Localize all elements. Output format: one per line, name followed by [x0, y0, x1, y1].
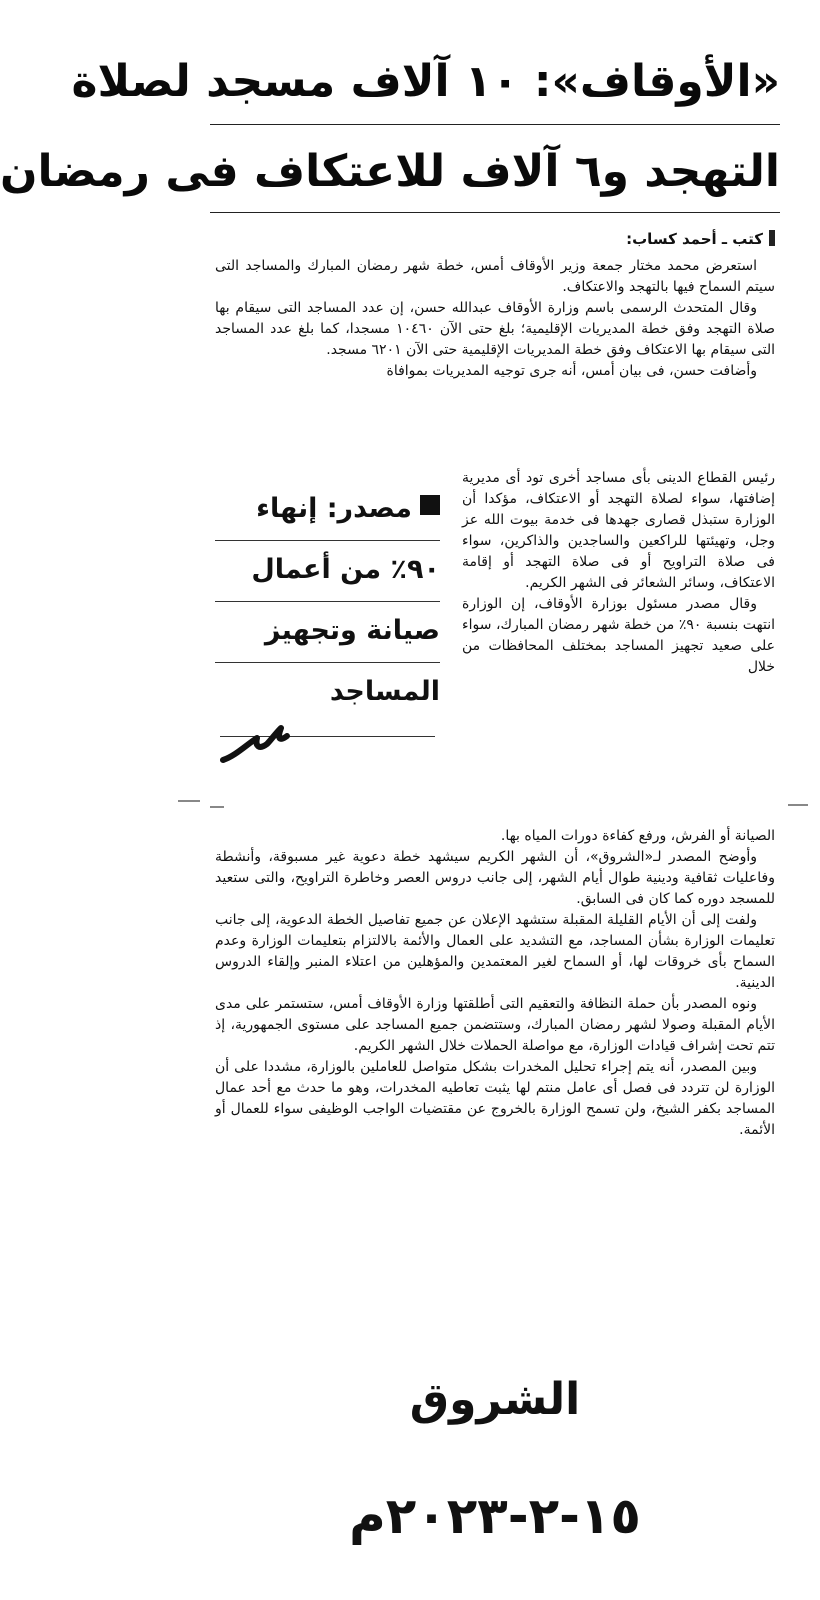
- headline-line-1: «الأوقاف»: ١٠ آلاف مسجد لصلاة: [71, 56, 780, 107]
- byline-text: كتب ـ أحمد كساب:: [626, 230, 763, 248]
- article-body-narrow-column: [462, 468, 775, 678]
- article-paragraph: ولفت إلى أن الأيام القليلة المقبلة ستشهد الإعلان عن جميع تفاصيل الخطة الدعوية، إلى جانب تعليمات الوزارة بشأن المساجد، مع التشديد على العمال والأئمة بالالتزام بتعليمات الوزارة وعدم السماح بأى خروقات لها، أو السماح لغير المعتمدين والمؤهلين من اعتلاء المنبر وإلقاء الدروس الدينية.: [215, 912, 775, 991]
- article-paragraph: وبين المصدر، أنه يتم إجراء تحليل المخدرات بشكل متواصل للعاملين بالوزارة، مشددا على أن الوزارة لن تتردد فى فصل أى عامل منتم لها يثبت تعاطيه المخدرات، وهو ما حدث مع أحد عمال المساجد بكفر الشيخ، ولن تسمح الوزارة بالخروج عن مقتضيات الواجب الوظيفى سواء للعمال أو الأئمة.: [215, 1059, 775, 1138]
- publication-date: ١٥-٢-٢٠٢٣م: [349, 1487, 641, 1545]
- pull-quote-line: صيانة وتجهيز: [215, 602, 440, 663]
- pull-quote-line: المساجد: [329, 676, 440, 707]
- article-body-top: [215, 256, 775, 382]
- article-paragraph: الصيانة أو الفرش، ورفع كفاءة دورات المياه بها.: [500, 828, 775, 844]
- scan-speck: [210, 806, 224, 808]
- byline-marker-icon: [769, 230, 775, 246]
- article-paragraph: وأضافت حسن، فى بيان أمس، أنه جرى توجيه المديريات بموافاة: [386, 363, 757, 379]
- article-paragraph: وأوضح المصدر لـ«الشروق»، أن الشهر الكريم سيشهد خطة دعوية غير مسبوقة، وأنشطة وفاعليات ثقافية ودينية طوال أيام الشهر، إلى جانب دروس العصر وخاطرة التراويح، والتى ستعيد للمسجد دوره كما كان فى السابق.: [215, 849, 775, 907]
- scan-speck: [788, 804, 808, 806]
- pull-quote: [215, 480, 440, 723]
- article-body-bottom: [215, 826, 775, 1141]
- newspaper-logo-icon: [215, 716, 440, 766]
- headline-bottom-rule: [210, 212, 780, 213]
- pull-quote-line: [215, 480, 440, 541]
- pull-quote-text: مصدر: إنهاء: [256, 493, 412, 524]
- pull-quote-line: ٩٠٪ من أعمال: [215, 541, 440, 602]
- headline-line-2: التهجد و٦ آلاف للاعتكاف فى رمضان: [0, 146, 780, 197]
- article-paragraph: ونوه المصدر بأن حملة النظافة والتعقيم التى أطلقتها وزارة الأوقاف أمس، ستستمر على مدى الأيام المقبلة وصولا لشهر رمضان المبارك، وستتضمن جميع المساجد على مستوى الجمهورية، إذ تتم تحت إشراف قيادات الوزارة، مع مواصلة الحملات خلال الشهر الكريم.: [215, 996, 775, 1054]
- pull-quote-bullet-icon: [420, 495, 440, 515]
- source-newspaper-name: الشروق: [409, 1374, 581, 1425]
- article-paragraph: رئيس القطاع الدينى بأى مساجد أخرى تود أى مديرية إضافتها، سواء لصلاة التهجد أو الاعتكاف، مؤكدا أن الوزارة ستبذل قصارى جهدها فى خدمة بيوت الله عز وجل، وتهيئتها للراكعين والساجدين والذاكرين، سواء فى صلاة التراويح أو فى صلاة التهجد أو إقامة الاعتكاف، وسائر الشعائر فى الشهر الكريم.: [462, 470, 775, 591]
- scan-speck: [178, 800, 200, 802]
- article-paragraph: استعرض محمد مختار جمعة وزير الأوقاف أمس، خطة شهر رمضان المبارك والمساجد التى سيتم السماح فيها بالتهجد والاعتكاف.: [215, 258, 775, 295]
- article-paragraph: وقال المتحدث الرسمى باسم وزارة الأوقاف عبدالله حسن، إن عدد المساجد التى سيقام بها صلاة التهجد وفق خطة المديريات الإقليمية؛ بلغ حتى الآن ١٠٤٦٠ مسجدا، كما بلغ عدد المساجد التى سيقام بها الاعتكاف وفق خطة المديريات الإقليمية حتى الآن ٦٢٠١ مسجد.: [215, 300, 775, 358]
- article-paragraph: وقال مصدر مسئول بوزارة الأوقاف، إن الوزارة انتهت بنسبة ٩٠٪ من خطة شهر رمضان المبارك، سواء على صعيد تجهيز المساجد بمختلف المحافظات من خلال: [462, 596, 775, 675]
- headline-divider: [210, 124, 780, 125]
- byline: [626, 229, 775, 249]
